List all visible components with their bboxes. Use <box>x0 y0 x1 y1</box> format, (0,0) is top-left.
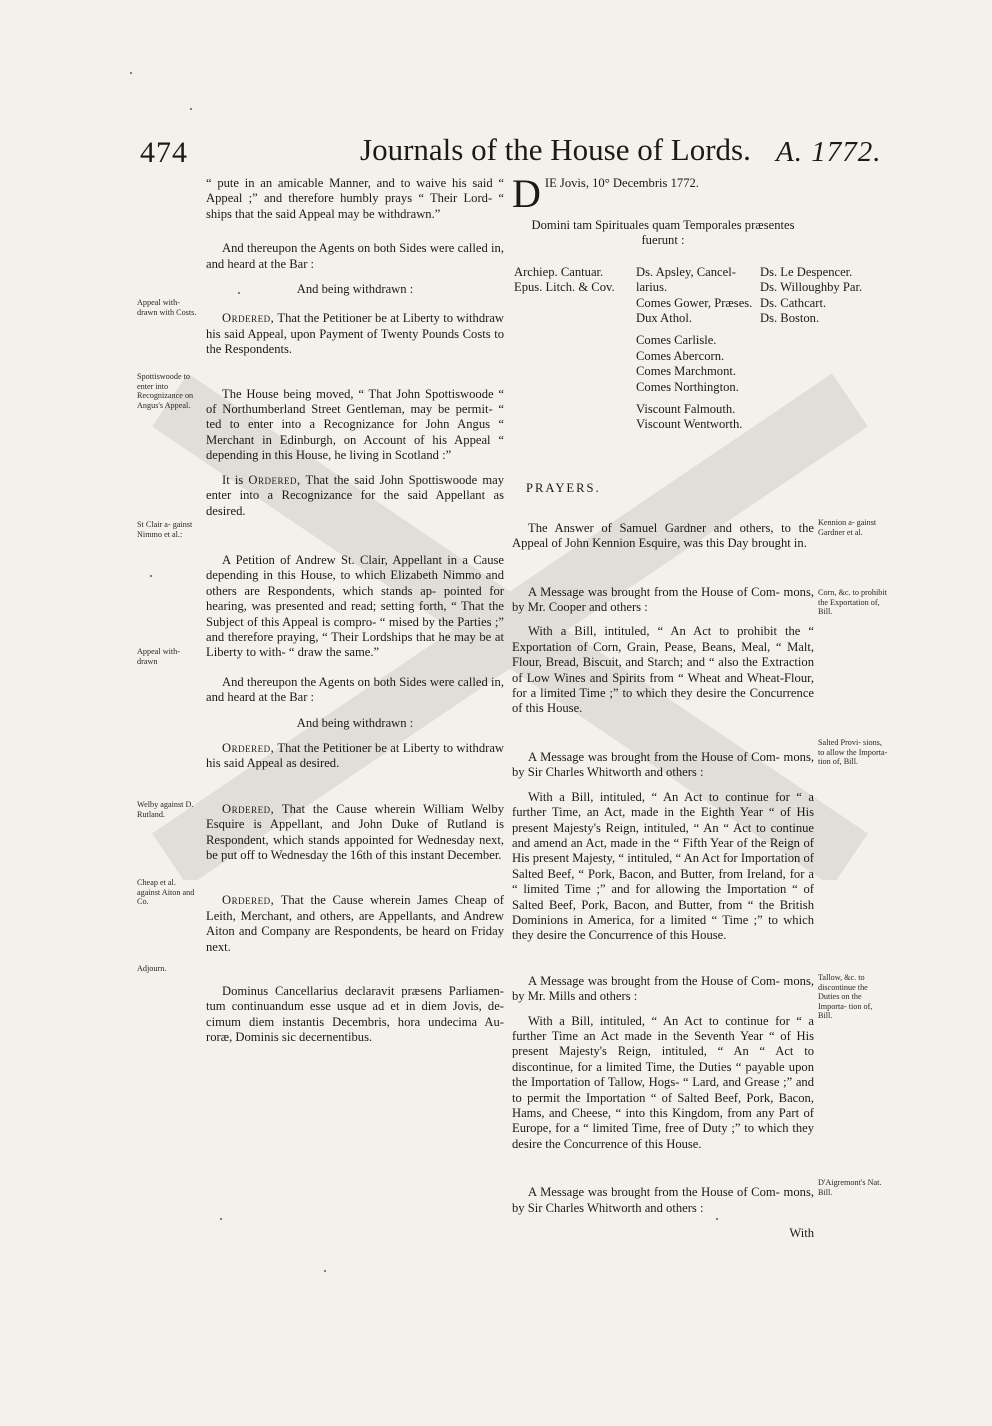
paragraph: And being withdrawn : <box>296 282 414 297</box>
paragraph: And being withdrawn : <box>296 715 414 730</box>
catchword: With <box>789 1226 814 1241</box>
order-paragraph <box>206 893 504 955</box>
paragraph: And thereupon the Agents on both Sides were called in, and heard at the Bar : <box>206 241 504 271</box>
order-paragraph <box>206 473 504 519</box>
order-paragraph <box>206 802 504 864</box>
margin-note: St Clair a- gainst Nimmo et al.: <box>137 520 193 539</box>
lord-entry: larius. <box>636 280 668 295</box>
paragraph: Dominus Cancellarius declaravit præsens Parliamen- tum continuandum esse usque ad et in diem Jovis, de- cimum diem instantis Decembris, hora undecima Au- roræ, Dominis sic decernentibus. <box>206 984 504 1045</box>
prayers-heading: PRAYERS. <box>526 480 601 495</box>
lords-present-list <box>512 264 863 432</box>
order-text: That the Petitioner be at Liberty to withdraw his said Appeal, upon Payment of Twenty Pounds Costs to the Respondents. <box>206 311 504 357</box>
margin-note: Kennion a- gainst Gardner et al. <box>818 518 877 537</box>
paragraph: A Message was brought from the House of Com- mons, by Sir Charles Whitworth and others : <box>512 749 814 780</box>
paragraph: With a Bill, intituled, “ An Act to continue for “ a further Time an Act made in the Seventh Year “ of His present Majesty's Reign, intituled, “ An “ Act to discontinue, for a limited Time, the Duties “ payable upon the Importation of Tallow, Hogs- “ Lard, and Grease ;” and to permit the Importation “ of Salted Beef, Pork, Bacon, Hams, and Cheese, “ into this Kingdom, from any Part of Europe, for a “ limited Time, free of Duty ;” to which they desire the Concurrence of this House. <box>512 1013 814 1151</box>
lord-entry: Comes Abercorn. <box>636 348 725 363</box>
margin-note: Appeal with- drawn <box>137 647 180 666</box>
order-text: That the Petitioner be at Liberty to withdraw his said Appeal as desired. <box>206 740 504 771</box>
paragraph: A Petition of Andrew St. Clair, Appellant in a Cause depending in this House, to which Elizabeth Nimmo and others are Respondents, which stands ap- pointed for hearing, was presented and read; setting forth, “ That the Subject of this Appeal is compro- “ mised by the Parties ;” and therefore praying, “ Their Lordships that he may be at Liberty to with- “ draw the same.” <box>206 552 504 660</box>
margin-note: Appeal with- drawn with Costs. <box>137 298 197 317</box>
lord-entry: Dux Athol. <box>636 311 692 326</box>
page-year: A. 1772. <box>776 136 882 168</box>
paragraph: “ pute in an amicable Manner, and to waive his said “ Appeal ;” and therefore humbly prays “ Their Lord- “ ships that the said Appeal may be withdrawn.” <box>206 176 504 221</box>
paragraph: The Answer of Samuel Gardner and others, to the Appeal of John Kennion Esquire, was this Day brought in. <box>512 520 814 551</box>
lord-entry: Ds. Willoughby Par. <box>760 280 863 295</box>
lord-entry <box>636 395 764 402</box>
lord-entry: Ds. Boston. <box>760 311 820 326</box>
lord-entry: Viscount Falmouth. <box>636 402 736 417</box>
sitting-date: IE Jovis, 10° Decembris 1772. <box>544 176 699 190</box>
order-text: That the Cause wherein James Cheap of Leith, Merchant, and others, are Appellants, and Andrew Aiton and Company are Respondents, be heard on Friday next. <box>206 893 504 954</box>
ordered-label: Ordered, <box>248 472 301 487</box>
lords-column-2 <box>636 265 764 433</box>
drop-cap: D <box>512 171 541 216</box>
paragraph: A Message was brought from the House of Com- mons, by Mr. Cooper and others : <box>512 584 814 615</box>
order-text: That the Cause wherein William Welby Esquire is Appellant, and John Duke of Rutland is Respondent, which stands appointed for Wednesday next, be put off to Wednesday the 16th of this instant December. <box>206 801 504 862</box>
page-number: 474 <box>140 136 188 169</box>
margin-note: Salted Provi- sions, to allow the Importa- tion of, Bill. <box>818 738 888 767</box>
left-column <box>206 176 504 1046</box>
order-prefix: It is <box>222 472 249 487</box>
lords-column-1 <box>514 265 634 296</box>
paragraph: The House being moved, “ That John Spottiswoode “ of Northumberland Street Gentleman, may be permit- “ ted to enter into a Recognizance for John Angus “ Merchant in Edinburgh, on Account of his Appeal “ depending in this House, he living in Scotland :” <box>206 386 504 463</box>
margin-note: D'Aigremont's Nat. Bill. <box>818 1178 882 1197</box>
margin-note: Cheap et al. against Aiton and Co. <box>137 878 195 907</box>
lord-entry: Viscount Wentworth. <box>636 417 743 432</box>
lord-entry: Comes Marchmont. <box>636 364 737 379</box>
lord-entry: Comes Gower, Præses. <box>636 295 753 310</box>
lord-entry: Archiep. Cantuar. <box>514 264 604 279</box>
lord-entry: Comes Carlisle. <box>636 333 717 348</box>
lord-entry: Epus. Litch. & Cov. <box>514 280 615 295</box>
margin-note: Tallow, &c. to discontinue the Duties on the Importa- tion of, Bill. <box>818 973 873 1021</box>
lord-entry: Comes Northington. <box>636 379 739 394</box>
lord-entry <box>636 326 764 333</box>
margin-note: Welby against D. Rutland. <box>137 800 194 819</box>
lord-entry: Ds. Apsley, Cancel- <box>636 264 736 279</box>
order-paragraph <box>206 741 504 772</box>
margin-note: Spottiswoode to enter into Recognizance on Angus's Appeal. <box>137 372 194 410</box>
paragraph: A Message was brought from the House of Com- mons, by Mr. Mills and others : <box>512 973 814 1004</box>
lord-entry: Ds. Cathcart. <box>760 295 827 310</box>
ordered-label: Ordered, <box>222 311 275 326</box>
margin-note: Adjourn. <box>137 964 167 973</box>
ordered-label: Ordered, <box>222 893 275 908</box>
order-text: That the said John Spottiswoode may enter into a Recognizance for the said Appellant as desired. <box>206 472 505 518</box>
paragraph: With a Bill, intituled, “ An Act to continue for “ a further Time, an Act, made in the Eighth Year “ of His present Majesty's Reign, intituled, “ An “ Act to continue and amend an Act, made in the “ Fifth Year of the Reign of His present Majesty, “ intituled, “ An Act for Importation of Salted Beef, “ Pork, Bacon, and Butter, from Ireland, for a “ limited Time ;” and for allowing the Importation “ of Salted Beef, Pork, Bacon, and Butter, from “ the British Dominions in America, for a limited “ Time ;” to which they desire the Concurrence of this House. <box>512 789 814 943</box>
running-title: Journals of the House of Lords. <box>360 132 751 167</box>
order-paragraph <box>206 311 504 357</box>
lord-entry: Ds. Le Despencer. <box>760 264 853 279</box>
paragraph: And thereupon the Agents on both Sides were called in, and heard at the Bar : <box>206 674 504 705</box>
margin-note: Corn, &c. to prohibit the Exportation of, Bill. <box>818 588 887 617</box>
paragraph: A Message was brought from the House of Com- mons, by Sir Charles Whitworth and others : <box>512 1185 814 1215</box>
ordered-label: Ordered, <box>222 740 275 755</box>
ordered-label: Ordered, <box>222 801 275 816</box>
lords-present-heading: Domini tam Spirituales quam Temporales præsentes fuerunt : <box>531 218 795 248</box>
sitting-heading <box>512 171 814 216</box>
paragraph: With a Bill, intituled, “ An Act to prohibit the “ Exportation of Corn, Grain, Pease, Beans, Meal, “ Malt, Flour, Bread, Biscuit, and Starch; and “ also the Extraction of Low Wines and Spirits from “ Wheat and Wheat-Flour, for a limited Time ;” to which they desire the Concurrence of this House. <box>512 624 814 716</box>
lords-column-3 <box>760 265 870 327</box>
